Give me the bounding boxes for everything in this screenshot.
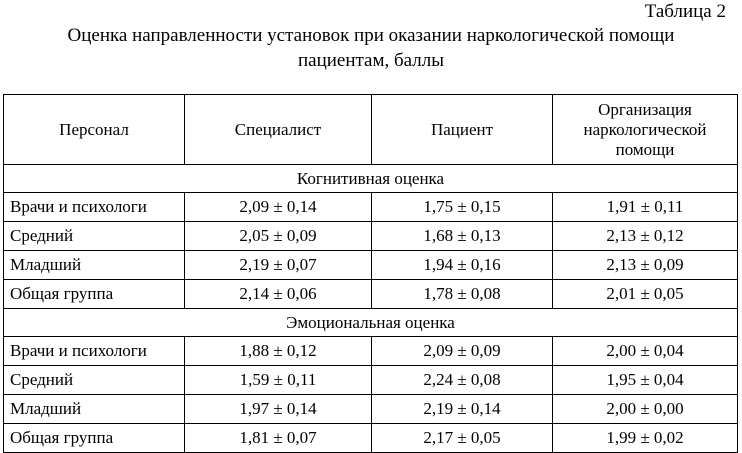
row-label: Младший <box>4 395 185 424</box>
cell-organization: 1,95 ± 0,04 <box>553 366 738 395</box>
data-table <box>3 94 738 453</box>
cell-specialist: 1,81 ± 0,07 <box>185 424 372 453</box>
cell-organization: 2,13 ± 0,12 <box>553 222 738 251</box>
section-title: Эмоциональная оценка <box>4 309 738 337</box>
table-row <box>4 193 738 222</box>
header-organization <box>553 95 738 165</box>
cell-specialist: 2,05 ± 0,09 <box>185 222 372 251</box>
row-label: Средний <box>4 366 185 395</box>
section-title: Когнитивная оценка <box>4 165 738 193</box>
cell-specialist: 2,14 ± 0,06 <box>185 280 372 309</box>
header-row <box>4 95 738 165</box>
cell-patient: 2,09 ± 0,09 <box>372 337 553 366</box>
table-row <box>4 280 738 309</box>
row-label: Общая группа <box>4 280 185 309</box>
cell-specialist: 2,09 ± 0,14 <box>185 193 372 222</box>
table-row <box>4 337 738 366</box>
header-organization-line-3: помощи <box>615 139 675 159</box>
row-label: Общая группа <box>4 424 185 453</box>
header-organization-line-1: Организация <box>598 99 692 119</box>
cell-patient: 2,19 ± 0,14 <box>372 395 553 424</box>
cell-patient: 1,75 ± 0,15 <box>372 193 553 222</box>
table-row <box>4 222 738 251</box>
header-organization-line-2: наркологической <box>583 119 707 139</box>
header-personnel: Персонал <box>4 95 185 165</box>
cell-organization: 1,99 ± 0,02 <box>553 424 738 453</box>
cell-specialist: 1,88 ± 0,12 <box>185 337 372 366</box>
cell-patient: 1,68 ± 0,13 <box>372 222 553 251</box>
cell-patient: 1,94 ± 0,16 <box>372 251 553 280</box>
table-number-label: Таблица 2 <box>644 1 726 22</box>
cell-specialist: 2,19 ± 0,07 <box>185 251 372 280</box>
header-specialist: Специалист <box>185 95 372 165</box>
row-label: Младший <box>4 251 185 280</box>
table-row <box>4 395 738 424</box>
caption-line-1: Оценка направленности установок при оказании наркологической помощи <box>67 25 675 46</box>
cell-patient: 1,78 ± 0,08 <box>372 280 553 309</box>
cell-organization: 2,13 ± 0,09 <box>553 251 738 280</box>
table-caption <box>0 23 742 73</box>
cell-specialist: 1,97 ± 0,14 <box>185 395 372 424</box>
table-row <box>4 366 738 395</box>
section-row-emotional <box>4 309 738 337</box>
cell-organization: 1,91 ± 0,11 <box>553 193 738 222</box>
cell-patient: 2,24 ± 0,08 <box>372 366 553 395</box>
table-row <box>4 251 738 280</box>
cell-organization: 2,00 ± 0,00 <box>553 395 738 424</box>
table-row <box>4 424 738 453</box>
row-label: Врачи и психологи <box>4 193 185 222</box>
cell-organization: 2,00 ± 0,04 <box>553 337 738 366</box>
caption-line-2: пациентам, баллы <box>297 50 445 71</box>
header-patient: Пациент <box>372 95 553 165</box>
cell-patient: 2,17 ± 0,05 <box>372 424 553 453</box>
row-label: Средний <box>4 222 185 251</box>
cell-specialist: 1,59 ± 0,11 <box>185 366 372 395</box>
section-row-cognitive <box>4 165 738 193</box>
cell-organization: 2,01 ± 0,05 <box>553 280 738 309</box>
row-label: Врачи и психологи <box>4 337 185 366</box>
